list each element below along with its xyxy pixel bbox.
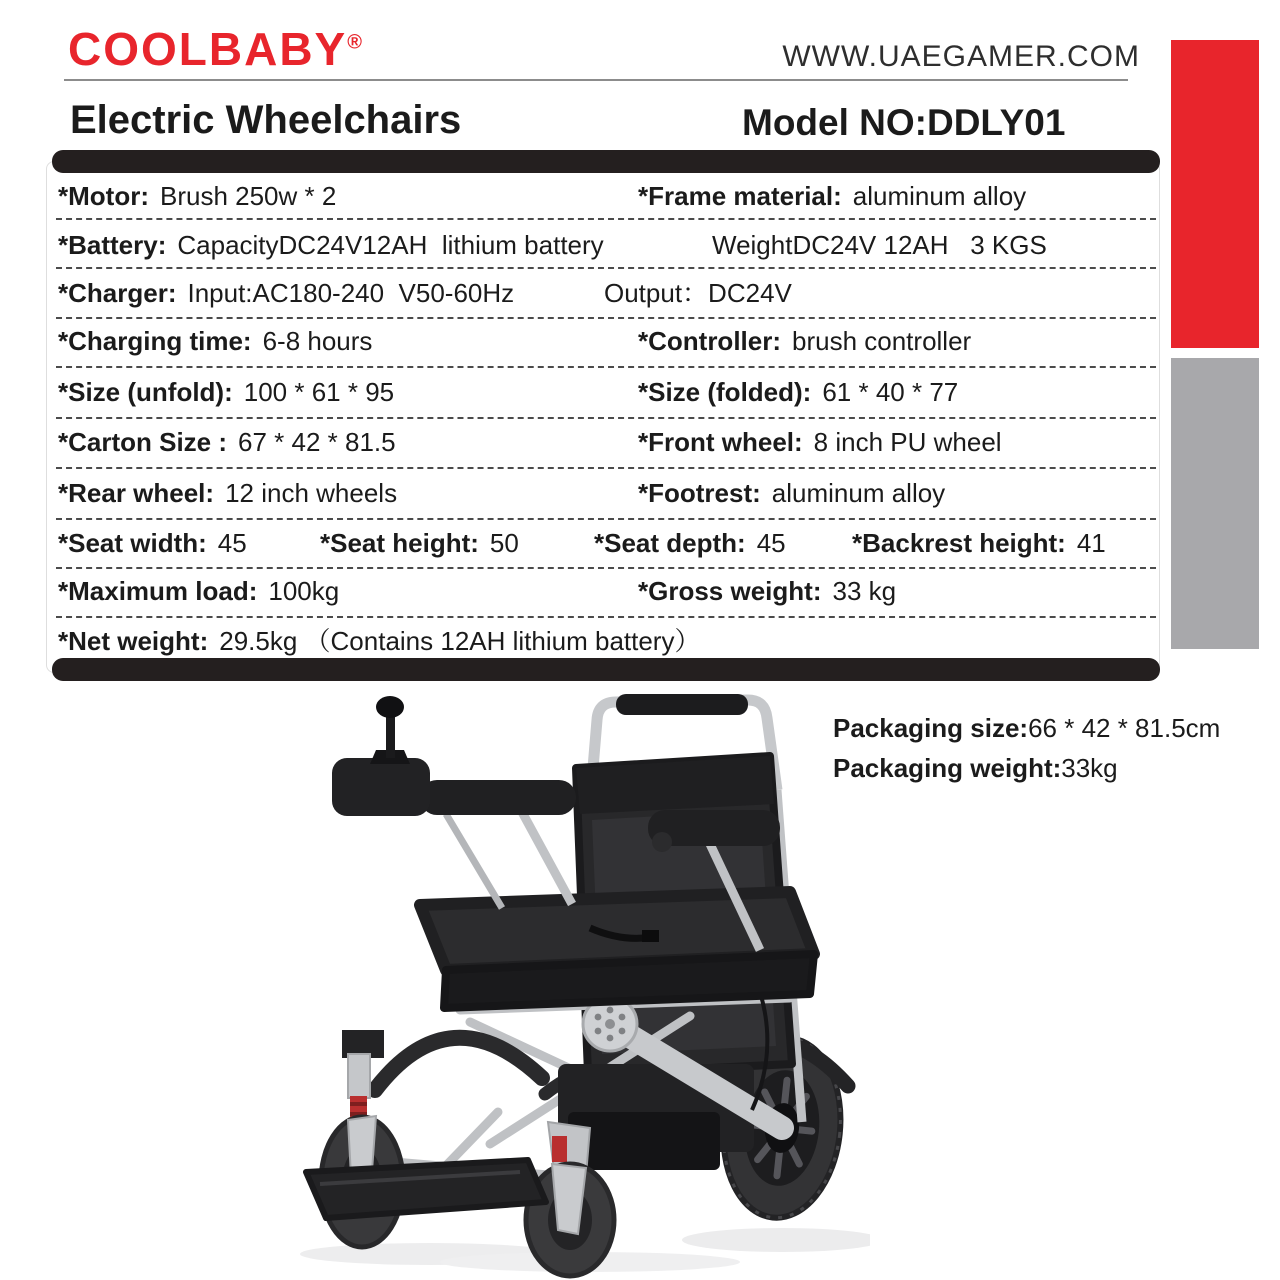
spec-value: 8 inch PU wheel (813, 427, 1002, 457)
left-armrest (420, 780, 576, 908)
spec-cell (320, 523, 519, 563)
packaging-weight-label: Packaging weight: (833, 753, 1062, 783)
spec-cell (638, 473, 945, 513)
spec-label: *Gross weight: (638, 576, 822, 606)
spec-cell (58, 372, 394, 412)
spec-value: aluminum alloy (852, 181, 1027, 211)
spec-value: 6-8 hours (262, 326, 373, 356)
spec-value: 50 (489, 528, 519, 558)
spec-label: *Frame material: (638, 181, 842, 211)
packaging-size-line (833, 708, 1220, 748)
spec-cell (58, 523, 247, 563)
spec-cell (638, 571, 896, 611)
spec-value: brush controller (792, 326, 972, 356)
spec-cell (638, 372, 958, 412)
spec-label: *Front wheel: (638, 427, 803, 457)
spec-value: 45 (217, 528, 247, 558)
spec-cell (58, 571, 339, 611)
spec-value: 67 * 42 * 81.5 (238, 427, 396, 457)
spec-label: *Size (unfold): (58, 377, 233, 407)
spec-value: 41 (1076, 528, 1106, 558)
spec-value: 61 * 40 * 77 (822, 377, 959, 407)
spec-value: Input:AC180-240 V50-60Hz (187, 278, 515, 308)
spec-value: 100kg (268, 576, 340, 606)
spec-value: Brush 250w * 2 (159, 181, 337, 211)
spec-row (0, 321, 1280, 361)
spec-label: *Footrest: (638, 478, 761, 508)
spec-cell (638, 422, 1002, 462)
row-separator (56, 417, 1156, 419)
spec-cell (594, 523, 786, 563)
row-separator (56, 317, 1156, 319)
spec-row (0, 621, 1280, 661)
spec-cell (638, 321, 971, 361)
spec-value: aluminum alloy (771, 478, 946, 508)
brand-logo (68, 22, 362, 76)
row-separator (56, 616, 1156, 618)
spec-value: CapacityDC24V12AH lithium battery (177, 230, 604, 260)
suspension-spring (552, 1136, 567, 1162)
handle-grip (616, 694, 748, 715)
spec-row (0, 571, 1280, 611)
packaging-size-value: 66 * 42 * 81.5cm (1028, 713, 1221, 743)
belt-buckle (642, 930, 659, 942)
spec-label: *Carton Size : (58, 427, 228, 457)
spec-cell (852, 523, 1106, 563)
spec-cell (58, 422, 396, 462)
wheelchair-photo (290, 692, 870, 1280)
spec-label: *Seat width: (58, 528, 207, 558)
row-separator (56, 267, 1156, 269)
spec-label: *Charger: (58, 278, 177, 308)
footrest (306, 1160, 546, 1218)
spec-cell (58, 176, 336, 216)
spec-row (0, 523, 1280, 563)
brand-logo-text: COOLBABY (68, 23, 348, 75)
row-separator (56, 518, 1156, 520)
spec-row (0, 473, 1280, 513)
joystick-knob (376, 696, 404, 718)
website-text: WWW.UAEGAMER.COM (782, 40, 1140, 73)
spec-value: 33 kg (832, 576, 897, 606)
spec-value: 29.5kg （Contains 12AH lithium battery） (219, 626, 701, 656)
joystick-controller (332, 696, 430, 816)
spec-row (0, 372, 1280, 412)
model-number: Model NO:DDLY01 (742, 102, 1066, 143)
spec-label: *Maximum load: (58, 576, 258, 606)
spec-row (0, 273, 1280, 313)
row-separator (56, 467, 1156, 469)
spec-label: *Charging time: (58, 326, 252, 356)
header-divider (64, 79, 1128, 81)
table-bottom-bar (52, 658, 1160, 681)
spec-label: *Controller: (638, 326, 781, 356)
seat-cushion (420, 892, 814, 1008)
spec-label: *Battery: (58, 230, 167, 260)
row-separator (56, 366, 1156, 368)
spec-cell (58, 273, 514, 313)
row-separator (56, 567, 1156, 569)
spec-cell (58, 473, 397, 513)
spec-label: *Motor: (58, 181, 149, 211)
spec-label: *Net weight: (58, 626, 209, 656)
spec-value: 12 inch wheels (225, 478, 398, 508)
spec-label: *Size (folded): (638, 377, 812, 407)
spec-value: 45 (756, 528, 786, 558)
spec-value: Output：DC24V (604, 278, 792, 308)
spec-label: *Seat height: (320, 528, 479, 558)
spec-row (0, 422, 1280, 462)
spec-label: *Backrest height: (852, 528, 1066, 558)
packaging-weight-line (833, 748, 1220, 788)
table-top-bar (52, 150, 1160, 173)
packaging-weight-value: 33kg (1061, 753, 1118, 783)
spec-cell (58, 621, 700, 661)
spec-label: *Rear wheel: (58, 478, 215, 508)
spec-cell (58, 225, 604, 265)
page-title: Electric Wheelchairs (70, 98, 462, 142)
spec-cell (604, 273, 792, 313)
packaging-info (833, 708, 1220, 788)
spec-cell (638, 176, 1026, 216)
spec-row (0, 225, 1280, 265)
spec-cell (712, 225, 1047, 265)
row-separator (56, 218, 1156, 220)
spec-value: WeightDC24V 12AH 3 KGS (712, 230, 1047, 260)
spec-row (0, 176, 1280, 216)
spec-value: 100 * 61 * 95 (243, 377, 395, 407)
spec-cell (58, 321, 372, 361)
spec-label: *Seat depth: (594, 528, 746, 558)
registered-mark: ® (347, 31, 362, 54)
packaging-size-label: Packaging size: (833, 713, 1029, 743)
